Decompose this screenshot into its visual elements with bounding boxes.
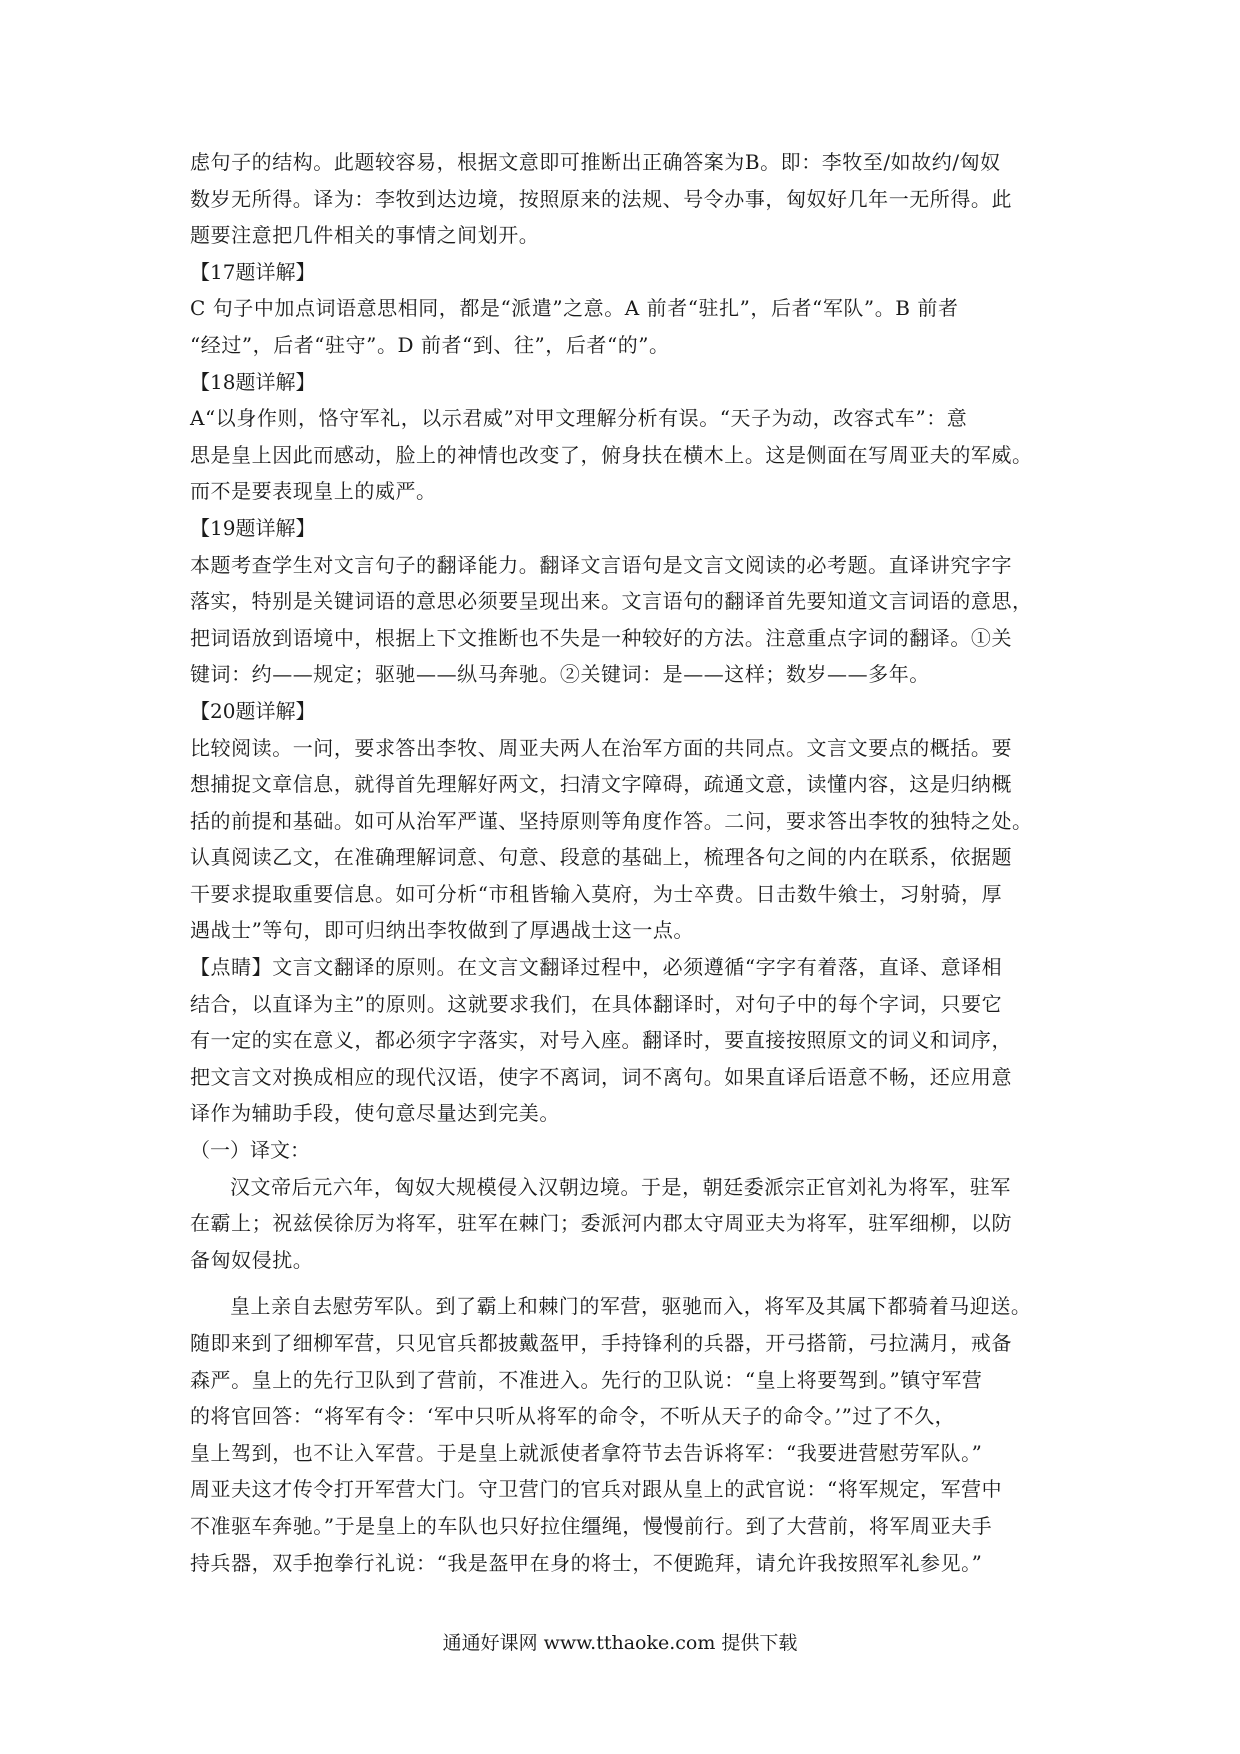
- text-line: 有一定的实在意义，都必须字字落实，对号入座。翻译时，要直接按照原文的词义和词序，: [190, 1028, 1012, 1053]
- text-line: 周亚夫这才传令打开军营大门。守卫营门的官兵对跟从皇上的武官说：“将军规定，军营中: [190, 1477, 1003, 1502]
- text-line: 皇上亲自去慰劳军队。到了霸上和棘门的军营，驱驰而入，将军及其属下都骑着马迎送。: [230, 1294, 1032, 1319]
- text-line: 本题考查学生对文言句子的翻译能力。翻译文言语句是文言文阅读的必考题。直译讲究字字: [190, 552, 1012, 577]
- text-line: 结合，以直译为主”的原则。这就要求我们，在具体翻译时，对句子中的每个字词，只要它: [190, 991, 1003, 1016]
- text-line: 而不是要表现皇上的威严。: [190, 479, 437, 504]
- paragraph-19: [190, 547, 1056, 693]
- text-line: 不准驱车奔驰。”于是皇上的车队也只好拉住缰绳，慢慢前行。到了大营前，将军周亚夫手: [190, 1513, 993, 1538]
- text-line: 森严。皇上的先行卫队到了营前，不准进入。先行的卫队说：“皇上将要驾到。”镇守军营: [190, 1367, 983, 1392]
- paragraph-20: [190, 730, 1056, 950]
- text-line: 译作为辅助手段，使句意尽量达到完美。: [190, 1101, 560, 1126]
- text-line: “经过”，后者“驻守”。D 前者“到、往”，后者“的”。: [190, 332, 670, 357]
- text-line: 干要求提取重要信息。如可分析“市租皆输入莫府，为士卒费。日击数牛飨士，习射骑，厚: [190, 881, 1003, 906]
- text-line: 数岁无所得。译为：李牧到达边境，按照原来的法规、号令办事，匈奴好几年一无所得。此: [190, 186, 1012, 211]
- heading-18: 【18题详解】: [190, 369, 316, 394]
- text-line: 遇战士”等句，即可归纳出李牧做到了厚遇战士这一点。: [190, 918, 694, 943]
- text-line: 思是皇上因此而感动，脸上的神情也改变了，俯身扶在横木上。这是侧面在写周亚夫的军威。: [190, 442, 1033, 467]
- text-line: 的将官回答：“将军有令：‘军中只听从将军的命令，不听从天子的命令。’”过了不久，: [190, 1404, 956, 1429]
- text-line: 题要注意把几件相关的事情之间划开。: [190, 223, 540, 248]
- heading-translation: （一）译文：: [190, 1138, 310, 1163]
- text-line: 持兵器，双手抱拳行礼说：“我是盔甲在身的将士，不便跪拜，请允许我按照军礼参见。”: [190, 1550, 983, 1575]
- text-line: 键词：约——规定；驱驰——纵马奔驰。②关键词：是——这样；数岁——多年。: [190, 662, 930, 687]
- text-line: C 句子中加点词语意思相同，都是“派遣”之意。A 前者“驻扎”，后者“军队”。B 前者: [190, 296, 959, 321]
- heading-19: 【19题详解】: [190, 515, 316, 540]
- paragraph-dianjing: [190, 949, 1056, 1132]
- text-line: 想捕捉文章信息，就得首先理解好两文，扫清文字障碍，疏通文意，读懂内容，这是归纳概: [190, 772, 1012, 797]
- text-line: 皇上驾到，也不让入军营。于是皇上就派使者拿符节去告诉将军：“我要进营慰劳军队。”: [190, 1440, 983, 1465]
- paragraph-analysis-16: [190, 144, 1056, 254]
- document-body: [190, 144, 1056, 1581]
- text-line: 把文言文对换成相应的现代汉语，使字不离词，词不离句。如果直译后语意不畅，还应用意: [190, 1064, 1012, 1089]
- text-line: 汉文帝后元六年，匈奴大规模侵入汉朝边境。于是，朝廷委派宗正官刘礼为将军，驻军: [230, 1174, 1011, 1199]
- text-line: 括的前提和基础。如可从治军严谨、坚持原则等角度作答。二问，要求答出李牧的独特之处。: [190, 808, 1033, 833]
- heading-20: 【20题详解】: [190, 698, 316, 723]
- paragraph-17: [190, 290, 1056, 363]
- text-line: 落实，特别是关键词语的意思必须要呈现出来。文言语句的翻译首先要知道文言词语的意思，: [190, 589, 1033, 614]
- text-line: 比较阅读。一问，要求答出李牧、周亚夫两人在治军方面的共同点。文言文要点的概括。要: [190, 735, 1012, 760]
- heading-17: 【17题详解】: [190, 259, 316, 284]
- page-footer: 通通好课网 www.tthaoke.com 提供下载: [442, 1632, 798, 1654]
- translation-paragraph-2: [190, 1288, 1056, 1581]
- text-line: 在霸上；祝兹侯徐厉为将军，驻军在棘门；委派河内郡太守周亚夫为将军，驻军细柳，以防: [190, 1211, 1012, 1236]
- text-line: A“以身作则，恪守军礼，以示君威”对甲文理解分析有误。“天子为动，改容式车”：意: [190, 406, 968, 431]
- text-line: 随即来到了细柳军营，只见官兵都披戴盔甲，手持锋利的兵器，开弓搭箭，弓拉满月，戒备: [190, 1331, 1012, 1355]
- text-line: 虑句子的结构。此题较容易，根据文意即可推断出正确答案为B。即：李牧至/如故约/匈奴: [190, 150, 1001, 174]
- text-line: 认真阅读乙文，在准确理解词意、句意、段意的基础上，梳理各句之间的内在联系，依据题: [190, 845, 1012, 870]
- paragraph-18: [190, 400, 1056, 510]
- text-line: 【点睛】文言文翻译的原则。在文言文翻译过程中，必须遵循“字字有着落，直译、意译相: [190, 955, 1003, 980]
- translation-paragraph-1: [190, 1169, 1056, 1279]
- text-line: 把词语放到语境中，根据上下文推断也不失是一种较好的方法。注意重点字词的翻译。①关: [190, 625, 1012, 650]
- text-line: 备匈奴侵扰。: [190, 1247, 314, 1272]
